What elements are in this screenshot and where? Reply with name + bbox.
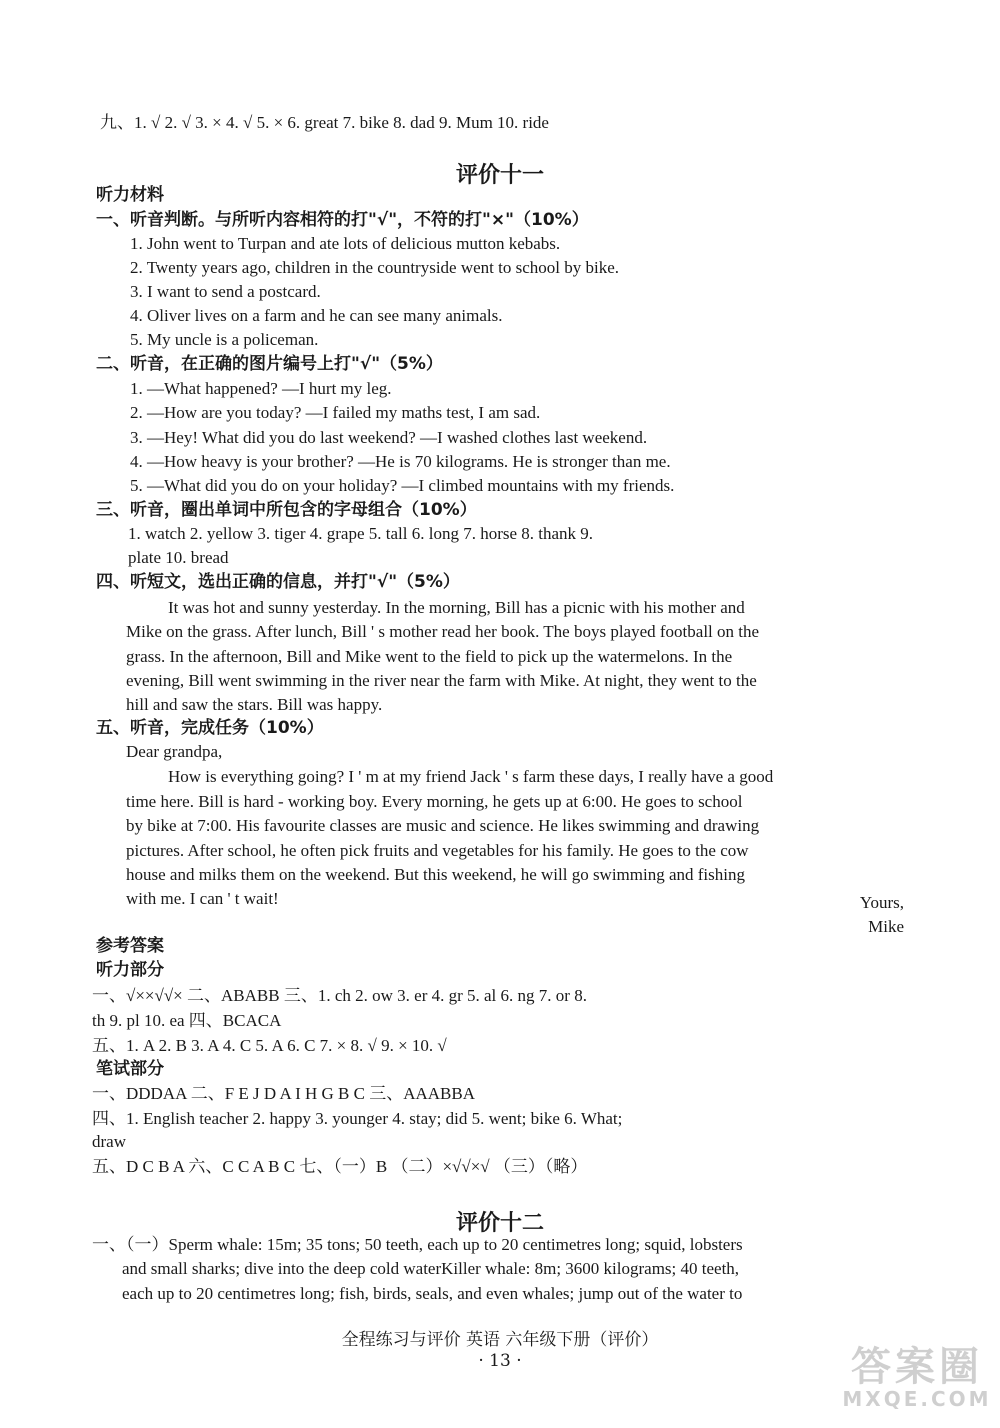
- listening-answers-line: 一、√××√√× 二、ABABB 三、1. ch 2. ow 3. er 4. gr 5. al 6. ng 7. or 8.: [92, 986, 587, 1005]
- footer-book-title: 全程练习与评价 英语 六年级下册（评价）: [341, 1330, 659, 1350]
- letter-closing: Yours,: [859, 893, 904, 912]
- part3-heading: 三、听音，圈出单词中所包含的字母组合（10%）: [96, 500, 477, 520]
- part1-item: 4. Oliver lives on a farm and he can see many animals.: [130, 306, 503, 325]
- part1-item: 1. John went to Turpan and ate lots of delicious mutton kebabs.: [130, 234, 561, 253]
- letter-line: pictures. After school, he often pick fruits and vegetables for his family. He goes to the cow: [126, 841, 749, 860]
- part1-item: 5. My uncle is a policeman.: [130, 330, 319, 349]
- section12-line: 一、（一）Sperm whale: 15m; 35 tons; 50 teeth, each up to 20 centimetres long; squid, lobsters: [92, 1235, 743, 1254]
- section12-title: 评价十二: [455, 1211, 544, 1236]
- letter-line: time here. Bill is hard - working boy. Every morning, he gets up at 6:00. He goes to school: [126, 792, 743, 811]
- listening-answers-line: 五、1. A 2. B 3. A 4. C 5. A 6. C 7. × 8. √ 9. × 10. √: [92, 1036, 447, 1055]
- part4-line: It was hot and sunny yesterday. In the morning, Bill has a picnic with his mother and: [168, 598, 745, 617]
- letter-greeting: Dear grandpa,: [126, 742, 223, 761]
- answers-heading: 参考答案: [96, 936, 164, 956]
- written-part-heading: 笔试部分: [96, 1059, 164, 1079]
- part3-line: 1. watch 2. yellow 3. tiger 4. grape 5. tall 6. long 7. horse 8. thank 9.: [128, 524, 594, 543]
- part1-item: 2. Twenty years ago, children in the countryside went to school by bike.: [130, 258, 620, 277]
- listening-part-heading: 听力部分: [96, 960, 164, 980]
- letter-line: How is everything going? I ' m at my friend Jack ' s farm these days, I really have a good: [168, 767, 774, 786]
- part3-line: plate 10. bread: [128, 548, 229, 567]
- watermark-sub-text: MXQE.COM: [842, 1387, 992, 1411]
- part2-item: 3. —Hey! What did you do last weekend? —I washed clothes last weekend.: [130, 428, 648, 447]
- letter-line: house and milks them on the weekend. But this weekend, he will go swimming and fishing: [126, 865, 745, 884]
- section12-line: each up to 20 centimetres long; fish, birds, seals, and even whales; jump out of the water to: [122, 1284, 743, 1303]
- listening-answers-line: th 9. pl 10. ea 四、BCACA: [92, 1011, 282, 1030]
- written-answers-line: 五、D C B A 六、C C A B C 七、（一）B （二）×√√×√ （三）（略）: [92, 1157, 588, 1176]
- section9-answers: 九、1. √ 2. √ 3. × 4. √ 5. × 6. great 7. bike 8. dad 9. Mum 10. ride: [100, 113, 549, 132]
- part4-line: grass. In the afternoon, Bill and Mike went to the field to pick up the watermelons. In the: [126, 647, 733, 666]
- footer-page-number: · 13 ·: [478, 1351, 522, 1371]
- letter-line: with me. I can ' t wait!: [126, 889, 279, 908]
- written-answers-line: 一、DDDAA 二、F E J D A I H G B C 三、AAABBA: [92, 1084, 476, 1103]
- letter-signature: Mike: [868, 917, 904, 936]
- letter-line: by bike at 7:00. His favourite classes are music and science. He likes swimming and drawing: [126, 816, 760, 835]
- section12-line: and small sharks; dive into the deep cold waterKiller whale: 8m; 3600 kilograms; 40 teeth,: [122, 1259, 740, 1278]
- part4-line: hill and saw the stars. Bill was happy.: [126, 695, 383, 714]
- part2-item: 2. —How are you today? —I failed my maths test, I am sad.: [130, 403, 541, 422]
- section11-title: 评价十一: [455, 163, 544, 188]
- watermark-main-text: 答案圈: [851, 1344, 983, 1390]
- part4-line: evening, Bill went swimming in the river near the farm with Mike. At night, they went to the: [126, 671, 757, 690]
- part5-heading: 五、听音，完成任务（10%）: [96, 718, 324, 738]
- written-answers-line: 四、1. English teacher 2. happy 3. younger 4. stay; did 5. went; bike 6. What;: [92, 1109, 623, 1128]
- watermark-logo: [842, 1346, 992, 1418]
- part4-heading: 四、听短文，选出正确的信息，并打"√"（5%）: [96, 572, 460, 592]
- part1-heading: 一、听音判断。与所听内容相符的打"√"，不符的打"×"（10%）: [96, 210, 589, 230]
- part2-item: 5. —What did you do on your holiday? —I climbed mountains with my friends.: [130, 476, 675, 495]
- part2-item: 4. —How heavy is your brother? —He is 70 kilograms. He is stronger than me.: [130, 452, 671, 471]
- part4-line: Mike on the grass. After lunch, Bill ' s mother read her book. The boys played football on the: [126, 622, 760, 641]
- listening-material-heading: 听力材料: [96, 185, 164, 205]
- part2-heading: 二、听音，在正确的图片编号上打"√"（5%）: [96, 354, 443, 374]
- written-answers-line: draw: [92, 1132, 126, 1151]
- part1-item: 3. I want to send a postcard.: [130, 282, 321, 301]
- part2-item: 1. —What happened? —I hurt my leg.: [130, 379, 392, 398]
